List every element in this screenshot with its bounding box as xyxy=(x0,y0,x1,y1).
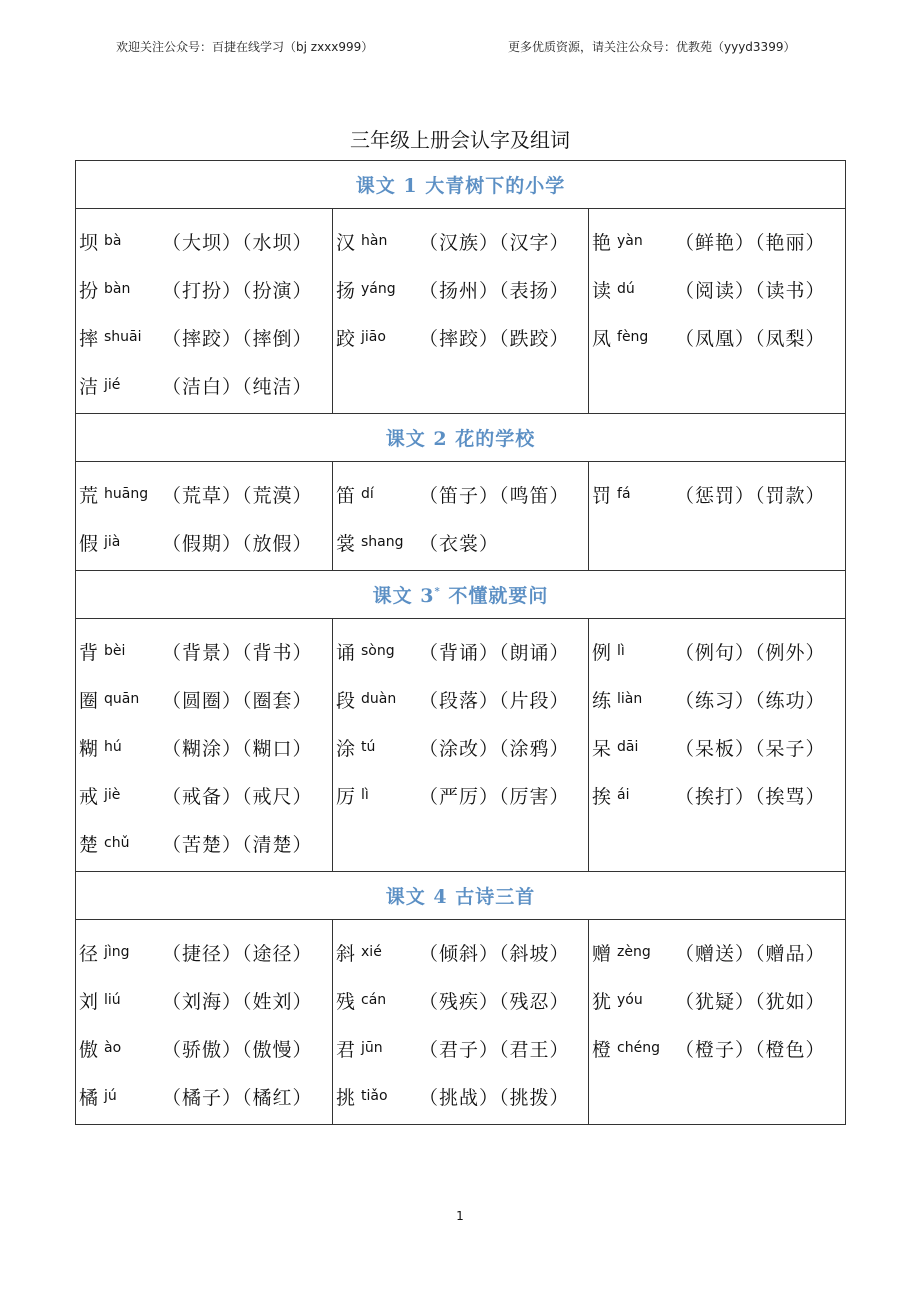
word-entry xyxy=(336,1072,588,1120)
character: 读 xyxy=(592,279,612,302)
section-body-row xyxy=(76,619,846,872)
pinyin: cán xyxy=(361,992,387,1008)
compound-words: （段落）（片段） xyxy=(419,689,570,712)
word-column xyxy=(333,619,589,872)
pinyin: hú xyxy=(104,739,122,755)
word-entry xyxy=(336,470,588,518)
word-entry xyxy=(79,361,332,409)
compound-words: （犹疑）（犹如） xyxy=(675,990,826,1013)
page-number: 1 xyxy=(456,1209,464,1223)
word-entry xyxy=(592,771,845,819)
pinyin: chǔ xyxy=(104,835,130,851)
word-entry xyxy=(79,723,332,771)
pinyin: dāi xyxy=(617,739,639,755)
compound-words: （打扮）（扮演） xyxy=(162,279,313,302)
character: 挨 xyxy=(592,785,612,808)
pinyin: jiāo xyxy=(361,329,386,345)
pinyin: jià xyxy=(104,534,121,550)
word-entry xyxy=(336,217,588,265)
compound-words: （涂改）（涂鸦） xyxy=(419,737,570,760)
vocabulary-table xyxy=(75,160,846,1125)
pinyin: jié xyxy=(104,377,121,393)
word-entry xyxy=(79,627,332,675)
character: 厉 xyxy=(336,785,356,808)
pinyin: shang xyxy=(361,534,404,550)
compound-words: （荒草）（荒漠） xyxy=(162,484,313,507)
character: 斜 xyxy=(336,942,356,965)
compound-words: （背诵）（朗诵） xyxy=(419,641,570,664)
header-left-note: 欢迎关注公众号：百捷在线学习（bj zxxx999） xyxy=(116,40,374,54)
word-column xyxy=(589,209,846,414)
compound-words: （严厉）（厉害） xyxy=(419,785,570,808)
character: 洁 xyxy=(79,375,99,398)
word-entry xyxy=(336,518,588,566)
pinyin: yáng xyxy=(361,281,396,297)
pinyin: quān xyxy=(104,691,140,707)
word-column xyxy=(76,619,333,872)
pinyin: jūn xyxy=(361,1040,383,1056)
section-heading-row xyxy=(76,161,846,209)
compound-words: （假期）（放假） xyxy=(162,532,313,555)
character: 挑 xyxy=(336,1086,356,1109)
section-heading-text: 课文 1 大青树下的小学 xyxy=(355,175,566,197)
compound-words: （摔跤）（摔倒） xyxy=(162,327,313,350)
word-entry xyxy=(79,217,332,265)
pinyin: hàn xyxy=(361,233,388,249)
word-entry xyxy=(336,976,588,1024)
pinyin: bàn xyxy=(104,281,131,297)
word-column xyxy=(589,462,846,571)
compound-words: （洁白）（纯洁） xyxy=(162,375,313,398)
character: 荒 xyxy=(79,484,99,507)
word-entry xyxy=(336,723,588,771)
word-entry xyxy=(79,819,332,867)
word-column xyxy=(76,462,333,571)
compound-words: （残疾）（残忍） xyxy=(419,990,570,1013)
word-entry xyxy=(79,1024,332,1072)
character: 凤 xyxy=(592,327,612,350)
character: 径 xyxy=(79,942,99,965)
character: 假 xyxy=(79,532,99,555)
section-heading xyxy=(76,414,846,462)
word-entry xyxy=(79,265,332,313)
word-entry xyxy=(79,518,332,566)
compound-words: （阅读）（读书） xyxy=(675,279,826,302)
pinyin: dí xyxy=(361,486,374,502)
section-heading xyxy=(76,872,846,920)
section-heading-text: 课文 2 花的学校 xyxy=(385,428,536,450)
pinyin: lì xyxy=(617,643,625,659)
character: 傲 xyxy=(79,1038,99,1061)
compound-words: （扬州）（表扬） xyxy=(419,279,570,302)
word-entry xyxy=(592,976,845,1024)
page-title: 三年级上册会认字及组词 xyxy=(350,128,570,152)
section-heading-tail: 不懂就要问 xyxy=(440,585,549,607)
pinyin: duàn xyxy=(361,691,397,707)
character: 段 xyxy=(336,689,356,712)
character: 跤 xyxy=(336,327,356,350)
compound-words: （橘子）（橘红） xyxy=(162,1086,313,1109)
word-column xyxy=(333,462,589,571)
section-heading-mark: * xyxy=(434,586,441,598)
character: 背 xyxy=(79,641,99,664)
word-entry xyxy=(592,265,845,313)
compound-words: （圆圈）（圈套） xyxy=(162,689,313,712)
word-entry xyxy=(79,675,332,723)
character: 艳 xyxy=(592,231,612,254)
compound-words: （骄傲）（傲慢） xyxy=(162,1038,313,1061)
compound-words: （苦楚）（清楚） xyxy=(162,833,313,856)
word-column xyxy=(76,920,333,1125)
pinyin: tiǎo xyxy=(361,1088,388,1104)
compound-words: （倾斜）（斜坡） xyxy=(419,942,570,965)
word-entry xyxy=(592,470,845,518)
section-heading xyxy=(76,571,846,619)
word-column xyxy=(333,209,589,414)
compound-words: （橙子）（橙色） xyxy=(675,1038,826,1061)
pinyin: xié xyxy=(361,944,382,960)
section-heading-row xyxy=(76,571,846,619)
word-entry xyxy=(79,313,332,361)
character: 橘 xyxy=(79,1086,99,1109)
compound-words: （挑战）（挑拨） xyxy=(419,1086,570,1109)
word-entry xyxy=(592,928,845,976)
character: 糊 xyxy=(79,737,99,760)
pinyin: liàn xyxy=(617,691,643,707)
character: 刘 xyxy=(79,990,99,1013)
pinyin: fá xyxy=(617,486,631,502)
character: 涂 xyxy=(336,737,356,760)
compound-words: （糊涂）（糊口） xyxy=(162,737,313,760)
pinyin: ào xyxy=(104,1040,122,1056)
section-body-row xyxy=(76,462,846,571)
pinyin: lì xyxy=(361,787,369,803)
word-entry xyxy=(336,627,588,675)
word-entry xyxy=(592,1024,845,1072)
character: 橙 xyxy=(592,1038,612,1061)
section-body-row xyxy=(76,209,846,414)
character: 犹 xyxy=(592,990,612,1013)
word-column xyxy=(333,920,589,1125)
section-heading xyxy=(76,161,846,209)
compound-words: （赠送）（赠品） xyxy=(675,942,826,965)
character: 裳 xyxy=(336,532,356,555)
word-entry xyxy=(79,976,332,1024)
character: 楚 xyxy=(79,833,99,856)
pinyin: shuāi xyxy=(104,329,142,345)
pinyin: chéng xyxy=(617,1040,660,1056)
pinyin: jú xyxy=(104,1088,117,1104)
word-entry xyxy=(79,928,332,976)
character: 汉 xyxy=(336,231,356,254)
compound-words: （练习）（练功） xyxy=(675,689,826,712)
character: 诵 xyxy=(336,641,356,664)
compound-words: （摔跤）（跌跤） xyxy=(419,327,570,350)
pinyin: tú xyxy=(361,739,376,755)
compound-words: （戒备）（戒尺） xyxy=(162,785,313,808)
compound-words: （惩罚）（罚款） xyxy=(675,484,826,507)
compound-words: （捷径）（途径） xyxy=(162,942,313,965)
character: 坝 xyxy=(79,231,99,254)
pinyin: huāng xyxy=(104,486,149,502)
word-entry xyxy=(79,771,332,819)
character: 扮 xyxy=(79,279,99,302)
character: 摔 xyxy=(79,327,99,350)
character: 残 xyxy=(336,990,356,1013)
character: 练 xyxy=(592,689,612,712)
section-body-row xyxy=(76,920,846,1125)
pinyin: dú xyxy=(617,281,635,297)
pinyin: bèi xyxy=(104,643,126,659)
section-heading-text: 课文 3 xyxy=(372,585,435,607)
header-right-note: 更多优质资源，请关注公众号：优教苑（yyyd3399） xyxy=(508,40,796,54)
compound-words: （凤凰）（凤梨） xyxy=(675,327,826,350)
word-entry xyxy=(79,470,332,518)
word-entry xyxy=(336,771,588,819)
character: 例 xyxy=(592,641,612,664)
pinyin: bà xyxy=(104,233,122,249)
section-heading-row xyxy=(76,414,846,462)
character: 圈 xyxy=(79,689,99,712)
word-entry xyxy=(336,675,588,723)
pinyin: ái xyxy=(617,787,630,803)
compound-words: （鲜艳）（艳丽） xyxy=(675,231,826,254)
compound-words: （背景）（背书） xyxy=(162,641,313,664)
pinyin: liú xyxy=(104,992,121,1008)
word-entry xyxy=(79,1072,332,1120)
word-entry xyxy=(336,265,588,313)
word-entry xyxy=(336,313,588,361)
pinyin: yàn xyxy=(617,233,643,249)
pinyin: jìng xyxy=(104,944,130,960)
word-column xyxy=(589,920,846,1125)
compound-words: （挨打）（挨骂） xyxy=(675,785,826,808)
character: 扬 xyxy=(336,279,356,302)
word-entry xyxy=(336,928,588,976)
compound-words: （汉族）（汉字） xyxy=(419,231,570,254)
word-entry xyxy=(592,723,845,771)
compound-words: （衣裳） xyxy=(419,532,500,555)
pinyin: jiè xyxy=(104,787,121,803)
compound-words: （呆板）（呆子） xyxy=(675,737,826,760)
word-entry xyxy=(592,675,845,723)
word-column xyxy=(76,209,333,414)
pinyin: yóu xyxy=(617,992,643,1008)
character: 呆 xyxy=(592,737,612,760)
section-heading-text: 课文 4 古诗三首 xyxy=(385,886,536,908)
pinyin: sòng xyxy=(361,643,395,659)
compound-words: （大坝）（水坝） xyxy=(162,231,313,254)
word-entry xyxy=(592,217,845,265)
pinyin: fèng xyxy=(617,329,649,345)
compound-words: （君子）（君王） xyxy=(419,1038,570,1061)
word-entry xyxy=(592,627,845,675)
word-entry xyxy=(592,313,845,361)
character: 戒 xyxy=(79,785,99,808)
pinyin: zèng xyxy=(617,944,651,960)
word-column xyxy=(589,619,846,872)
compound-words: （例句）（例外） xyxy=(675,641,826,664)
character: 赠 xyxy=(592,942,612,965)
section-heading-row xyxy=(76,872,846,920)
character: 君 xyxy=(336,1038,356,1061)
compound-words: （刘海）（姓刘） xyxy=(162,990,313,1013)
character: 罚 xyxy=(592,484,612,507)
compound-words: （笛子）（鸣笛） xyxy=(419,484,570,507)
character: 笛 xyxy=(336,484,356,507)
word-entry xyxy=(336,1024,588,1072)
